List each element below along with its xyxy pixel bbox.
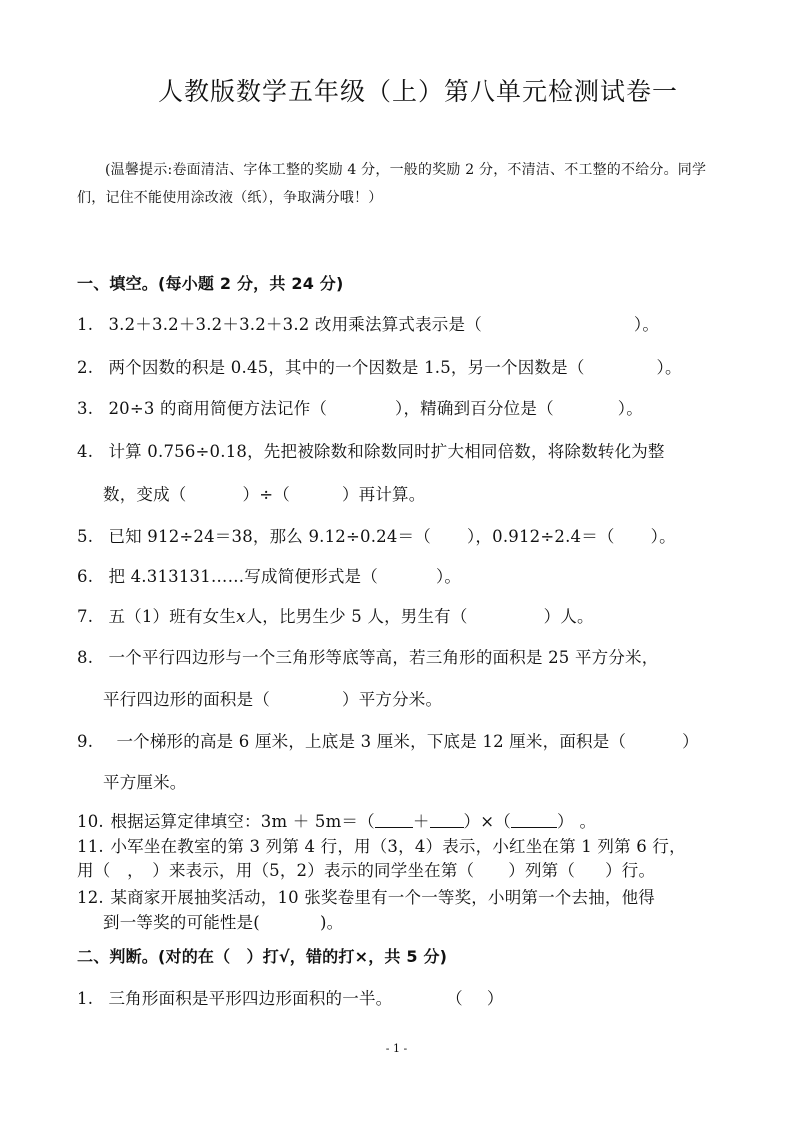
question-text: 某商家开展抽奖活动，10 张奖卷里有一个一等奖，小明第一个去抽，他得 <box>110 888 655 907</box>
question-text: ＋ <box>412 812 430 831</box>
question-text: 一个平行四边形与一个三角形等底等高，若三角形的面积是 25 平方分米， <box>108 648 659 667</box>
question-1 <box>77 314 659 336</box>
question-12-continued <box>103 912 343 934</box>
page-title: 人教版数学五年级（上）第八单元检测试卷一 <box>158 77 679 106</box>
question-number: 5. <box>77 527 94 546</box>
question-text: )。 <box>319 913 344 932</box>
question-text: 20÷3 的商用简便方法记作（ <box>108 399 328 418</box>
question-9 <box>77 731 699 753</box>
question-number: 10. <box>77 812 104 831</box>
judge-question-1 <box>77 988 504 1010</box>
question-4 <box>77 441 665 463</box>
question-text: ），精确到百分位是（ <box>395 399 554 418</box>
tip-line-2: 们，记住不能使用涂改液（纸），争取满分哦！） <box>77 190 383 206</box>
question-text: 人，比男生少 5 人，男生有（ <box>245 607 468 626</box>
section-1-heading: 一、填空。(每小题 2 分，共 24 分) <box>77 274 344 293</box>
question-text: ）行。 <box>605 861 656 880</box>
question-text: 把 4.313131……写成简便形式是（ <box>108 567 378 586</box>
question-number: 1. <box>77 315 94 334</box>
question-text: 三角形面积是平形四边形面积的一半。 <box>108 989 393 1008</box>
question-number: 3. <box>77 399 94 418</box>
question-text: 。 <box>579 812 597 831</box>
answer-paren-open: （ <box>454 989 463 1008</box>
question-11-continued <box>77 860 655 882</box>
question-text: 已知 912÷24＝38，那么 9.12÷0.24＝（ <box>108 527 431 546</box>
question-number: 11. <box>77 837 104 856</box>
question-text: 到一等奖的可能性是( <box>103 913 260 932</box>
question-text: 小军坐在教室的第 3 列第 4 行，用（3，4）表示，小红坐在第 1 列第 6 行， <box>110 837 686 856</box>
question-text: 平行四边形的面积是（ <box>103 690 270 709</box>
answer-underline[interactable] <box>430 812 464 828</box>
question-8-continued <box>103 689 442 711</box>
question-text: 用（ ， ）来表示，用（5，2）表示的同学坐在第（ <box>77 861 475 880</box>
question-7 <box>77 606 594 628</box>
question-text: 平方厘米。 <box>103 773 187 792</box>
question-number: 9. <box>77 732 94 751</box>
question-number: 4. <box>77 442 94 461</box>
question-12 <box>77 887 655 909</box>
question-4-continued <box>103 484 425 506</box>
question-text: ）。 <box>656 358 682 377</box>
question-text: ）。 <box>435 567 462 586</box>
variable-x: x <box>236 607 246 626</box>
question-3 <box>77 398 643 420</box>
question-text: 计算 0.756÷0.18，先把被除数和除数同时扩大相同倍数，将除数转化为整 <box>108 442 665 461</box>
question-text: 数，变成（ <box>103 485 187 504</box>
question-text: ） <box>556 812 566 831</box>
question-number: 12. <box>77 888 104 907</box>
question-text: ） <box>682 732 699 751</box>
question-number: 7. <box>77 607 94 626</box>
question-number: 2. <box>77 358 94 377</box>
question-number: 1. <box>77 989 94 1008</box>
question-text: ）。 <box>650 527 676 546</box>
question-text: ）再计算。 <box>341 485 426 504</box>
question-text: ）。 <box>617 399 643 418</box>
question-text: 两个因数的积是 0.45，其中的一个因数是 1.5，另一个因数是（ <box>108 358 585 377</box>
section-2-heading: 二、判断。(对的在（ ）打√，错的打×，共 5 分) <box>77 947 448 966</box>
question-11 <box>77 836 686 858</box>
question-text: 一个梯形的高是 6 厘米，上底是 3 厘米，下底是 12 厘米，面积是（ <box>116 732 627 751</box>
question-text: 五（1）班有女生 <box>108 607 237 626</box>
answer-paren-close: ） <box>486 989 504 1008</box>
question-text: ）÷（ <box>242 485 290 504</box>
question-text: ）列第（ <box>508 861 576 880</box>
question-number: 8. <box>77 648 94 667</box>
question-text: 根据运算定律填空：3m ＋ 5m＝（ <box>110 812 375 831</box>
question-text: ），0.912÷2.4＝（ <box>466 527 615 546</box>
question-5 <box>77 526 676 548</box>
question-text: ）人。 <box>543 607 594 626</box>
question-text: ）×（ <box>463 812 511 831</box>
question-text: ）平方分米。 <box>342 690 443 709</box>
page-number: - 1 - <box>385 1042 408 1055</box>
question-text: 3.2＋3.2＋3.2＋3.2＋3.2 改用乘法算式表示是（ <box>108 315 482 334</box>
question-text: ）。 <box>633 315 660 334</box>
question-6 <box>77 566 461 588</box>
question-9-continued <box>103 772 187 794</box>
tip-line-1: (温馨提示:卷面清洁、字体工整的奖励 4 分，一般的奖励 2 分，不清洁、不工整的不给分。同学 <box>105 162 707 178</box>
answer-underline[interactable] <box>375 812 413 828</box>
question-number: 6. <box>77 567 94 586</box>
question-2 <box>77 357 682 379</box>
answer-underline[interactable] <box>511 812 557 828</box>
question-10 <box>77 811 596 833</box>
question-8 <box>77 647 658 669</box>
